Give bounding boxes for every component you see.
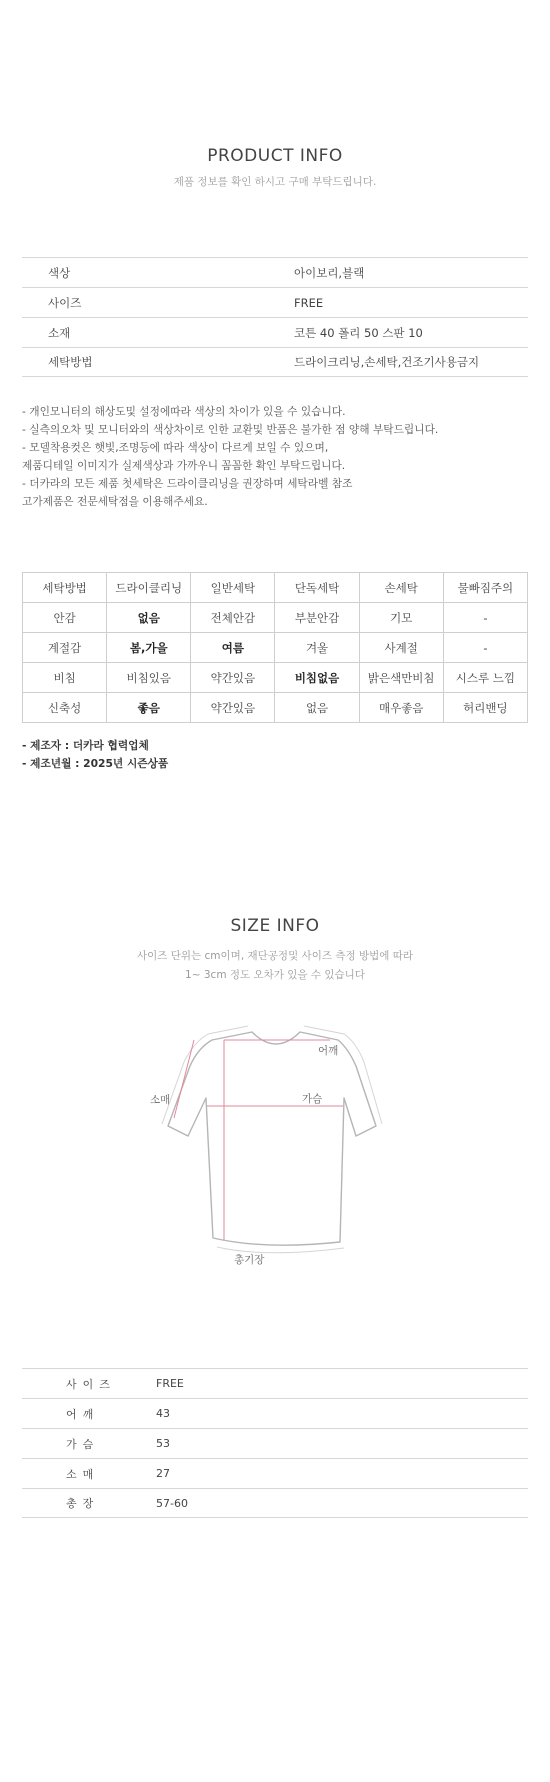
size-value: 43 bbox=[156, 1407, 170, 1420]
maker-line: - 제조자 : 더카라 협력업체 bbox=[22, 739, 149, 752]
care-cell: 부분안감 bbox=[275, 603, 359, 633]
size-row bbox=[22, 1368, 528, 1398]
notice-item: - 모델착용컷은 햇빛,조명등에 따라 색상이 다르게 보일 수 있으며, bbox=[22, 441, 329, 454]
care-cell: 안감 bbox=[23, 603, 107, 633]
care-cell: 세탁방법 bbox=[23, 573, 107, 603]
size-value: 57-60 bbox=[156, 1496, 188, 1510]
size-label: 어깨 bbox=[66, 1407, 100, 1421]
care-cell: 비침없음 bbox=[275, 663, 359, 693]
tshirt-inner-outline bbox=[162, 1026, 382, 1253]
spec-table bbox=[22, 257, 528, 377]
shoulder-label: 어깨 bbox=[318, 1045, 339, 1057]
size-info-subtitle-1: 사이즈 단위는 cm이며, 재단공정및 사이즈 측정 방법에 따라 bbox=[137, 950, 413, 962]
care-cell: 물빠짐주의 bbox=[443, 573, 527, 603]
care-cell: 없음 bbox=[275, 693, 359, 723]
care-cell: 여름 bbox=[191, 633, 275, 663]
spec-label: 소재 bbox=[48, 325, 71, 340]
care-row-lining bbox=[23, 603, 528, 633]
care-cell: 신축성 bbox=[23, 693, 107, 723]
product-info-subtitle: 제품 정보를 확인 하시고 구매 부탁드립니다. bbox=[173, 176, 377, 188]
care-row-washing bbox=[23, 573, 528, 603]
tshirt-measurement-diagram bbox=[150, 1018, 390, 1268]
product-info-title: PRODUCT INFO bbox=[207, 146, 343, 166]
size-label: 총장 bbox=[66, 1497, 100, 1510]
size-info-title: SIZE INFO bbox=[230, 916, 320, 936]
measure-lines bbox=[174, 1040, 343, 1240]
care-cell: 사계절 bbox=[359, 633, 443, 663]
size-label: 가슴 bbox=[66, 1437, 100, 1451]
maker-info bbox=[22, 737, 528, 773]
care-cell: 비침 bbox=[23, 663, 107, 693]
chest-label: 가슴 bbox=[302, 1093, 323, 1105]
size-row bbox=[22, 1428, 528, 1458]
spec-row-washing bbox=[22, 347, 528, 377]
care-cell: 일반세탁 bbox=[191, 573, 275, 603]
size-row bbox=[22, 1488, 528, 1518]
size-row bbox=[22, 1398, 528, 1428]
length-label: 총기장 bbox=[234, 1254, 265, 1266]
care-cell: 봄,가을 bbox=[107, 633, 191, 663]
care-cell: 드라이클리닝 bbox=[107, 573, 191, 603]
notice-item: - 개인모니터의 해상도및 설정에따라 색상의 차이가 있을 수 있습니다. bbox=[22, 405, 346, 418]
care-cell: 매우좋음 bbox=[359, 693, 443, 723]
care-table bbox=[22, 572, 528, 723]
size-label: 소매 bbox=[66, 1467, 100, 1481]
spec-label: 색상 bbox=[48, 265, 71, 280]
care-row-sheerness bbox=[23, 663, 528, 693]
spec-row-size bbox=[22, 287, 528, 317]
care-cell: 없음 bbox=[107, 603, 191, 633]
care-cell: 비침있음 bbox=[107, 663, 191, 693]
spec-value: 드라이크리닝,손세탁,건조기사용금지 bbox=[294, 355, 480, 369]
spec-value: FREE bbox=[294, 295, 324, 310]
notice-item: - 실측의오차 및 모니터와의 색상차이로 인한 교환및 반품은 불가한 점 양해 부탁드립니다. bbox=[22, 423, 439, 436]
spec-label: 사이즈 bbox=[48, 295, 82, 310]
notice-item: - 더카라의 모든 제품 첫세탁은 드라이클리닝을 권장하며 세탁라벨 참조 bbox=[22, 477, 353, 490]
care-cell: 겨울 bbox=[275, 633, 359, 663]
size-value: FREE bbox=[156, 1377, 184, 1390]
size-info-subtitle-2: 1~ 3cm 정도 오차가 있을 수 있습니다 bbox=[185, 969, 365, 981]
care-cell: 좋음 bbox=[107, 693, 191, 723]
care-cell: 손세탁 bbox=[359, 573, 443, 603]
care-cell: - bbox=[443, 603, 527, 633]
spec-row-material bbox=[22, 317, 528, 347]
notice-list bbox=[22, 403, 528, 511]
size-label: 사이즈 bbox=[66, 1377, 116, 1391]
spec-value: 코튼 40 폴리 50 스판 10 bbox=[294, 325, 423, 340]
care-row-stretch bbox=[23, 693, 528, 723]
care-row-season bbox=[23, 633, 528, 663]
size-table bbox=[22, 1368, 528, 1518]
care-cell: 밝은색만비침 bbox=[359, 663, 443, 693]
care-cell: 시스루 느낌 bbox=[443, 663, 527, 693]
care-cell: 약간있음 bbox=[191, 663, 275, 693]
care-cell: 계절감 bbox=[23, 633, 107, 663]
spec-row-color bbox=[22, 257, 528, 287]
care-cell: 전체안감 bbox=[191, 603, 275, 633]
spec-label: 세탁방법 bbox=[48, 355, 93, 369]
care-cell: 약간있음 bbox=[191, 693, 275, 723]
notice-item: 고가제품은 전문세탁점을 이용해주세요. bbox=[22, 495, 208, 508]
care-cell: - bbox=[443, 633, 527, 663]
tshirt-outline bbox=[168, 1032, 376, 1245]
size-value: 53 bbox=[156, 1437, 170, 1450]
size-row bbox=[22, 1458, 528, 1488]
care-cell: 기모 bbox=[359, 603, 443, 633]
care-cell: 허리밴딩 bbox=[443, 693, 527, 723]
spec-value: 아이보리,블랙 bbox=[294, 265, 365, 280]
sleeve-label: 소매 bbox=[150, 1094, 171, 1106]
size-value: 27 bbox=[156, 1467, 170, 1480]
care-cell: 단독세탁 bbox=[275, 573, 359, 603]
notice-item: 제품디테일 이미지가 실제색상과 가까우니 꼼꼼한 확인 부탁드립니다. bbox=[22, 459, 346, 472]
maker-line: - 제조년월 : 2025년 시즌상품 bbox=[22, 757, 169, 770]
